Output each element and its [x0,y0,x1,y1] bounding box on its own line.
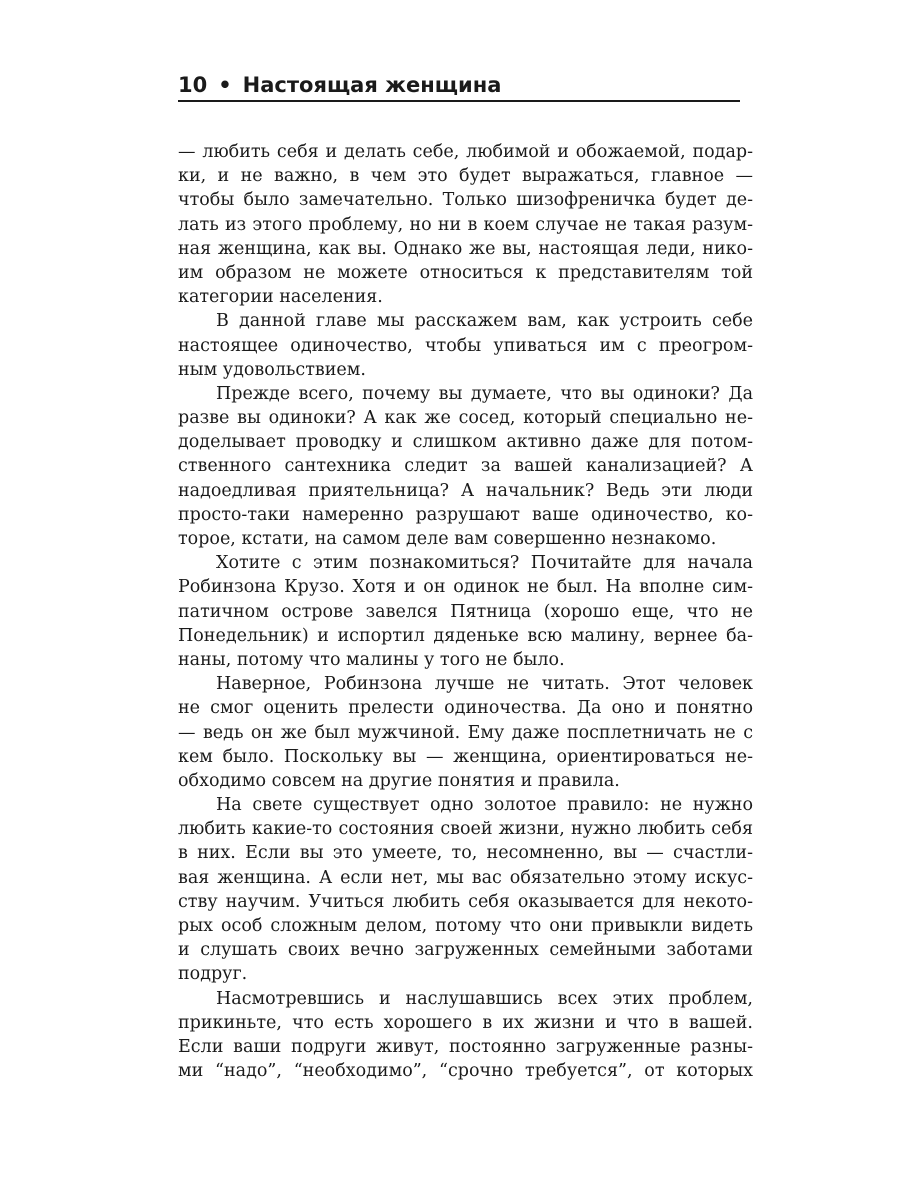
text-line: патичном острове завелся Пятница (хорошо еще, что не [178,601,753,622]
text-line: Насмотревшись и наслушавшись всех этих проблем, [216,988,753,1009]
text-line: ми “надо”, “необходимо”, “срочно требуется”, от которых [178,1061,753,1082]
text-line: Наверное, Робинзона лучше не читать. Этот человек [216,674,753,695]
header-separator: • [218,73,232,97]
text-line: В данной главе мы расскажем вам, как устроить себе [216,311,753,332]
text-line: Понедельник) и испортил дяденьке всю малину, вернее ба- [178,625,753,646]
text-line: — ведь он же был мужчиной. Ему даже посплетничать не с [178,722,753,743]
text-line: разве вы одиноки? А как же сосед, который специально не- [178,408,753,429]
text-line: рых особ сложным делом, потому что они привыкли видеть [178,916,753,936]
text-line: Если ваши подруги живут, постоянно загруженные разны- [178,1036,753,1057]
text-line: ству научим. Учиться любить себя оказывается для некото- [178,891,753,912]
text-line: надоедливая приятельница? А начальник? Ведь эти люди [178,480,753,501]
text-line: им образом не можете относиться к представителям той [178,262,753,283]
text-line: ная женщина, как вы. Однако же вы, настоящая леди, нико- [178,238,753,259]
text-line: не смог оценить прелести одиночества. Да оно и понятно [178,698,753,719]
text-line: ным удовольствием. [178,359,366,380]
text-line: лать из этого проблему, но ни в коем случае не такая разум- [178,214,753,235]
text-line: На свете существует одно золотое правило: не нужно [216,795,753,816]
text-line: ственного сантехника следит за вашей канализацией? А [178,456,753,477]
text-line: Прежде всего, почему вы думаете, что вы одиноки? Да [216,383,753,404]
text-line: наны, потому что малины у того не было. [178,649,565,670]
text-line: настоящее одиночество, чтобы упиваться им с преогром- [178,335,753,356]
text-line: чтобы было замечательно. Только шизофреничка будет де- [178,190,753,211]
paragraph [178,793,753,987]
running-head [178,72,740,102]
body-text [178,140,753,1083]
paragraph [178,140,753,309]
text-line: Робинзона Крузо. Хотя и он одинок не был. На вполне сим- [178,577,753,598]
paragraph [178,672,753,793]
text-line: Хотите с этим познакомиться? Почитайте для начала [216,553,753,574]
text-line: прикиньте, что есть хорошего в их жизни и что в вашей. [178,1012,753,1033]
text-line: — любить себя и делать себе, любимой и обожаемой, подар- [178,142,753,162]
paragraph [178,551,753,672]
text-line: обходимо совсем на другие понятия и правила. [178,770,620,791]
text-line: любить какие-то состояния своей жизни, нужно любить себя [178,819,753,840]
text-line: торое, кстати, на самом деле вам совершенно незнакомо. [178,529,717,549]
text-line: кем было. Поскольку вы — женщина, ориентироваться не- [178,746,753,767]
text-line: и слушать своих вечно загруженных семейными заботами [178,940,753,961]
chapter-title: Настоящая женщина [242,73,502,97]
text-line: доделывает проводку и слишком активно даже для потом- [178,432,753,453]
text-line: ки, и не важно, в чем это будет выражаться, главное — [178,166,753,187]
paragraph [178,309,753,382]
text-line: в них. Если вы это умеете, то, несомненно, вы — счастли- [178,843,753,864]
paragraph [178,382,753,551]
page-number: 10 [178,73,208,97]
text-line: вая женщина. А если нет, мы вас обязательно этому искус- [178,867,753,888]
text-line: подруг. [178,964,248,985]
text-line: категории населения. [178,287,383,308]
text-line: просто-таки намеренно разрушают ваше одиночество, ко- [178,504,753,525]
paragraph [178,987,753,1084]
